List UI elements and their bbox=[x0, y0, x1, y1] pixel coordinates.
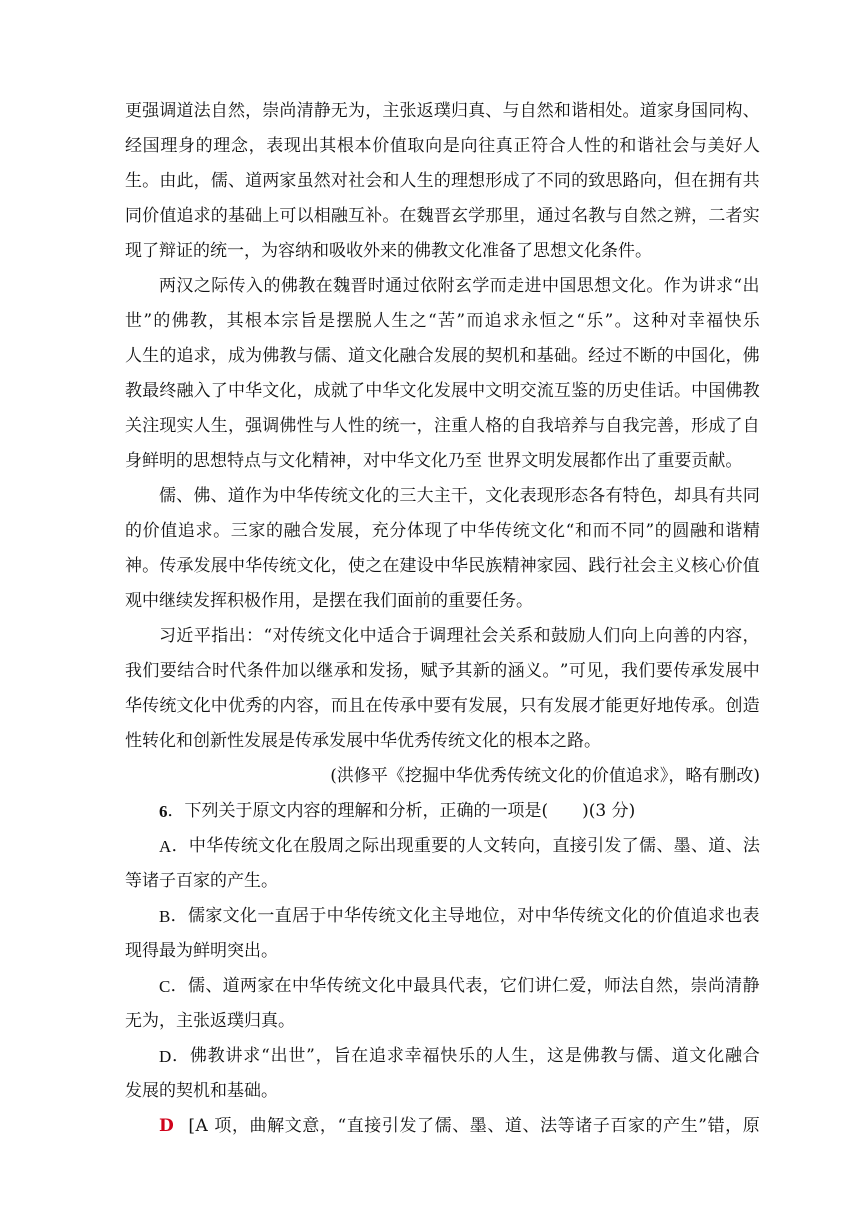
option-line: 发展的契机和基础。 bbox=[125, 1081, 278, 1101]
paragraph-line: 生 。 由 此 ， 儒 、 道 两 家 虽 然 对 社 会 和 人 生 的 理 想 形 成 了 不 同 的 致 思 路 向 ， 但 在 拥 有 共 bbox=[125, 171, 760, 191]
option-line: B ． 儒 家 文 化 一 直 居 于 中 华 传 统 文 化 主 导 地 位 ， 对 中 华 传 统 文 化 的 价 值 追 求 也 表 bbox=[125, 899, 760, 934]
article-body bbox=[125, 94, 760, 1144]
paragraph-line: 的 价 值 追 求 。 三 家 的 融 合 发 展 ， 充 分 体 现 了 中 华 传 统 文 化 “ 和 而 不 同 ” 的 圆 融 和 谐 精 bbox=[125, 521, 760, 541]
option-line: 无为，主张返璞归真。 bbox=[125, 1011, 295, 1031]
option-label: C bbox=[159, 977, 171, 996]
answer-explanation: D [ A 项 ， 曲 解 文 意 ， “ 直 接 引 发 了 儒 、 墨 、 道 、 法 等 诸 子 百 家 的 产 生 ” 错 ， 原 bbox=[125, 1109, 760, 1144]
paragraph-line: 华 传 统 文 化 中 优 秀 的 内 容 ， 而 且 在 传 承 中 要 有 发 展 ， 只 有 发 展 才 能 更 好 地 传 承 。 创 造 bbox=[125, 696, 760, 716]
option-line: 现得最为鲜明突出。 bbox=[125, 941, 278, 961]
paragraph-line: 同 价 值 追 求 的 基 础 上 可 以 相 融 互 补 。 在 魏 晋 玄 学 那 里 ， 通 过 名 教 与 自 然 之 辨 ， 二 者 实 bbox=[125, 206, 760, 226]
option-label: B bbox=[159, 907, 171, 926]
option-line: D ． 佛 教 讲 求 “ 出 世 ” ， 旨 在 追 求 幸 福 快 乐 的 人 生 ， 这 是 佛 教 与 儒 、 道 文 化 融 合 bbox=[125, 1039, 760, 1074]
option-label: D bbox=[159, 1047, 172, 1066]
answer-letter: D bbox=[159, 1116, 174, 1136]
paragraph-line: 性转化和创新性发展是传承发展中华优秀传统文化的根本之路。 bbox=[125, 731, 601, 751]
option-b bbox=[125, 899, 760, 969]
paragraph-1 bbox=[125, 94, 760, 269]
paragraph-3 bbox=[125, 479, 760, 619]
paragraph-line: 我 们 要 结 合 时 代 条 件 加 以 继 承 和 发 扬 ， 赋 予 其 新 的 涵 义 。 ” 可 见 ， 我 们 要 传 承 发 展 中 bbox=[125, 661, 760, 681]
paragraph-line: 教 最 终 融 入 了 中 华 文 化 ， 成 就 了 中 华 文 化 发 展 中 文 明 交 流 互 鉴 的 历 史 佳 话 。 中 国 佛 教 bbox=[125, 381, 760, 401]
paragraph-line: 两 汉 之 际 传 入 的 佛 教 在 魏 晋 时 通 过 依 附 玄 学 而 走 进 中 国 思 想 文 化 。 作 为 讲 求 “ 出 bbox=[159, 276, 760, 296]
paragraph-4 bbox=[125, 619, 760, 759]
option-line: A ． 中 华 传 统 文 化 在 殷 周 之 际 出 现 重 要 的 人 文 转 向 ， 直 接 引 发 了 儒 、 墨 、 道 、 法 bbox=[125, 829, 760, 864]
option-line: C ． 儒 、 道 两 家 在 中 华 传 统 文 化 中 最 具 代 表 ， 它 们 讲 仁 爱 ， 师 法 自 然 ， 崇 尚 清 静 bbox=[125, 969, 760, 1004]
paragraph-line: 现了辩证的统一，为容纳和吸收外来的佛教文化准备了思想文化条件。 bbox=[125, 241, 652, 261]
question-number: 6 bbox=[159, 802, 168, 821]
paragraph-line: 观中继续发挥积极作用，是摆在我们面前的重要任务。 bbox=[125, 591, 533, 611]
paragraph-line: 儒 、 佛 、 道 作 为 中 华 传 统 文 化 的 三 大 主 干 ， 文 化 表 现 形 态 各 有 特 色 ， 却 具 有 共 同 bbox=[159, 486, 760, 506]
paragraph-line: 经 国 理 身 的 理 念 ， 表 现 出 其 根 本 价 值 取 向 是 向 往 真 正 符 合 人 性 的 和 谐 社 会 与 美 好 人 bbox=[125, 136, 760, 156]
question-stem bbox=[125, 794, 760, 829]
paragraph-line: 世 ” 的 佛 教 ， 其 根 本 宗 旨 是 摆 脱 人 生 之 “ 苦 ” 而 追 求 永 恒 之 “ 乐 ” 。 这 种 对 幸 福 快 乐 bbox=[125, 311, 760, 331]
paragraph-line: 人 生 的 追 求 ， 成 为 佛 教 与 儒 、 道 文 化 融 合 发 展 的 契 机 和 基 础 。 经 过 不 断 的 中 国 化 ， 佛 bbox=[125, 346, 760, 366]
question-text: ．下列关于原文内容的理解和分析，正确的一项是( )(3 分) bbox=[167, 801, 636, 821]
source-citation: (洪修平《挖掘中华优秀传统文化的价值追求》，略有删改) bbox=[330, 766, 760, 786]
paragraph-line: 身鲜明的思想特点与文化精神，对中华文化乃至 世界文明发展都作出了重要贡献。 bbox=[125, 451, 743, 471]
option-d bbox=[125, 1039, 760, 1109]
paragraph-line: 习 近 平 指 出 ： “ 对 传 统 文 化 中 适 合 于 调 理 社 会 关 系 和 鼓 励 人 们 向 上 向 善 的 内 容 ， bbox=[159, 626, 760, 646]
paragraph-line: 更 强 调 道 法 自 然 ， 崇 尚 清 静 无 为 ， 主 张 返 璞 归 真 、 与 自 然 和 谐 相 处 。 道 家 身 国 同 构 、 bbox=[125, 101, 760, 121]
paragraph-line: 关 注 现 实 人 生 ， 强 调 佛 性 与 人 性 的 统 一 ， 注 重 人 格 的 自 我 培 养 与 自 我 完 善 ， 形 成 了 自 bbox=[125, 416, 760, 436]
option-line: 等诸子百家的产生。 bbox=[125, 871, 278, 891]
option-c bbox=[125, 969, 760, 1039]
option-a bbox=[125, 829, 760, 899]
paragraph-line: 神 。 传 承 发 展 中 华 传 统 文 化 ， 使 之 在 建 设 中 华 民 族 精 神 家 园 、 践 行 社 会 主 义 核 心 价 值 bbox=[125, 556, 760, 576]
paragraph-2 bbox=[125, 269, 760, 479]
option-label: A bbox=[159, 837, 172, 856]
